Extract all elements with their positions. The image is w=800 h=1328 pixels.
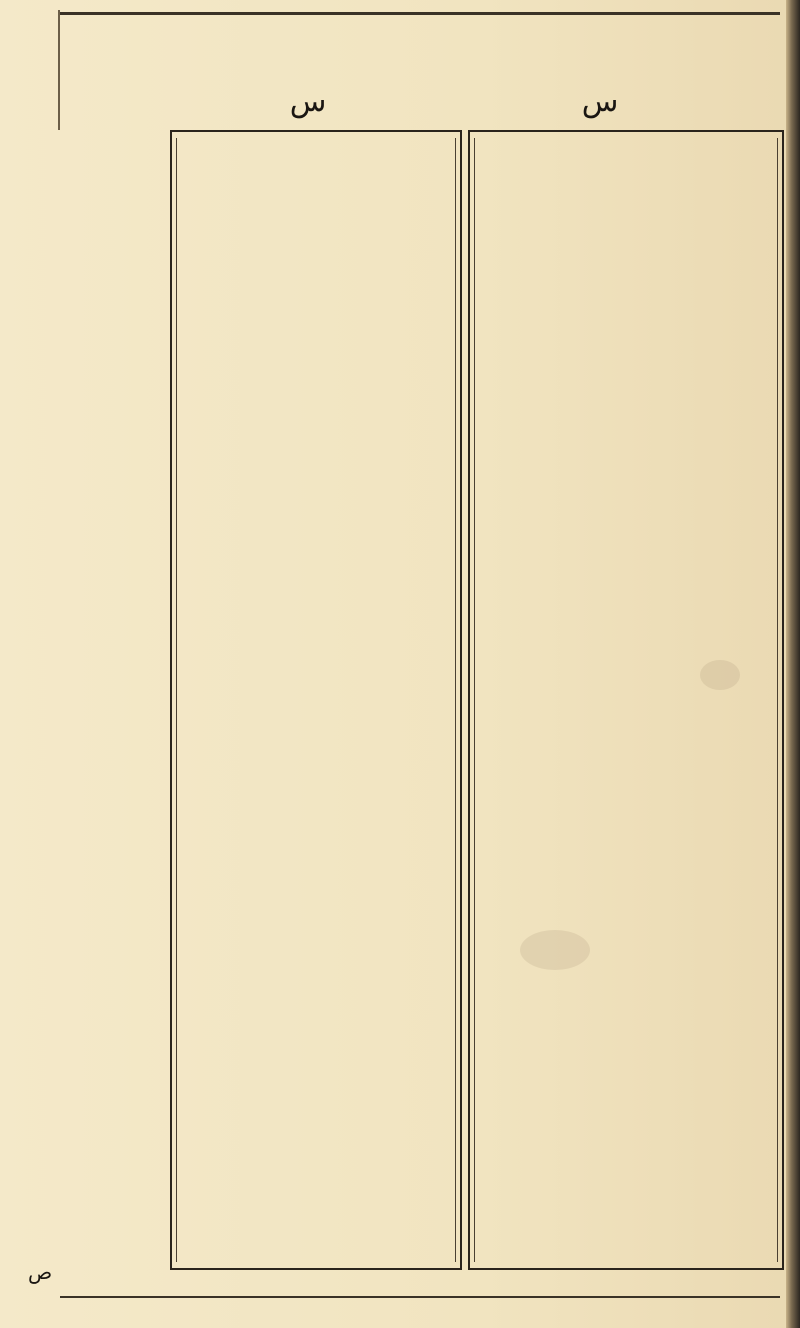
left-margin-line — [58, 10, 60, 130]
ink-stain — [700, 660, 740, 690]
ink-stain — [520, 930, 590, 970]
bottom-border-rule — [60, 1296, 780, 1298]
left-text-column — [170, 130, 462, 1270]
column-rule — [777, 138, 778, 1262]
right-text-column — [468, 130, 784, 1270]
left-column-heading: س — [289, 84, 327, 119]
column-rule — [455, 138, 456, 1262]
catchword: ص — [28, 1260, 53, 1284]
page-edge-shadow — [786, 0, 800, 1328]
right-column-heading: س — [581, 84, 619, 119]
column-rule — [176, 138, 177, 1262]
column-rule — [474, 138, 475, 1262]
top-border-rule — [60, 12, 780, 15]
